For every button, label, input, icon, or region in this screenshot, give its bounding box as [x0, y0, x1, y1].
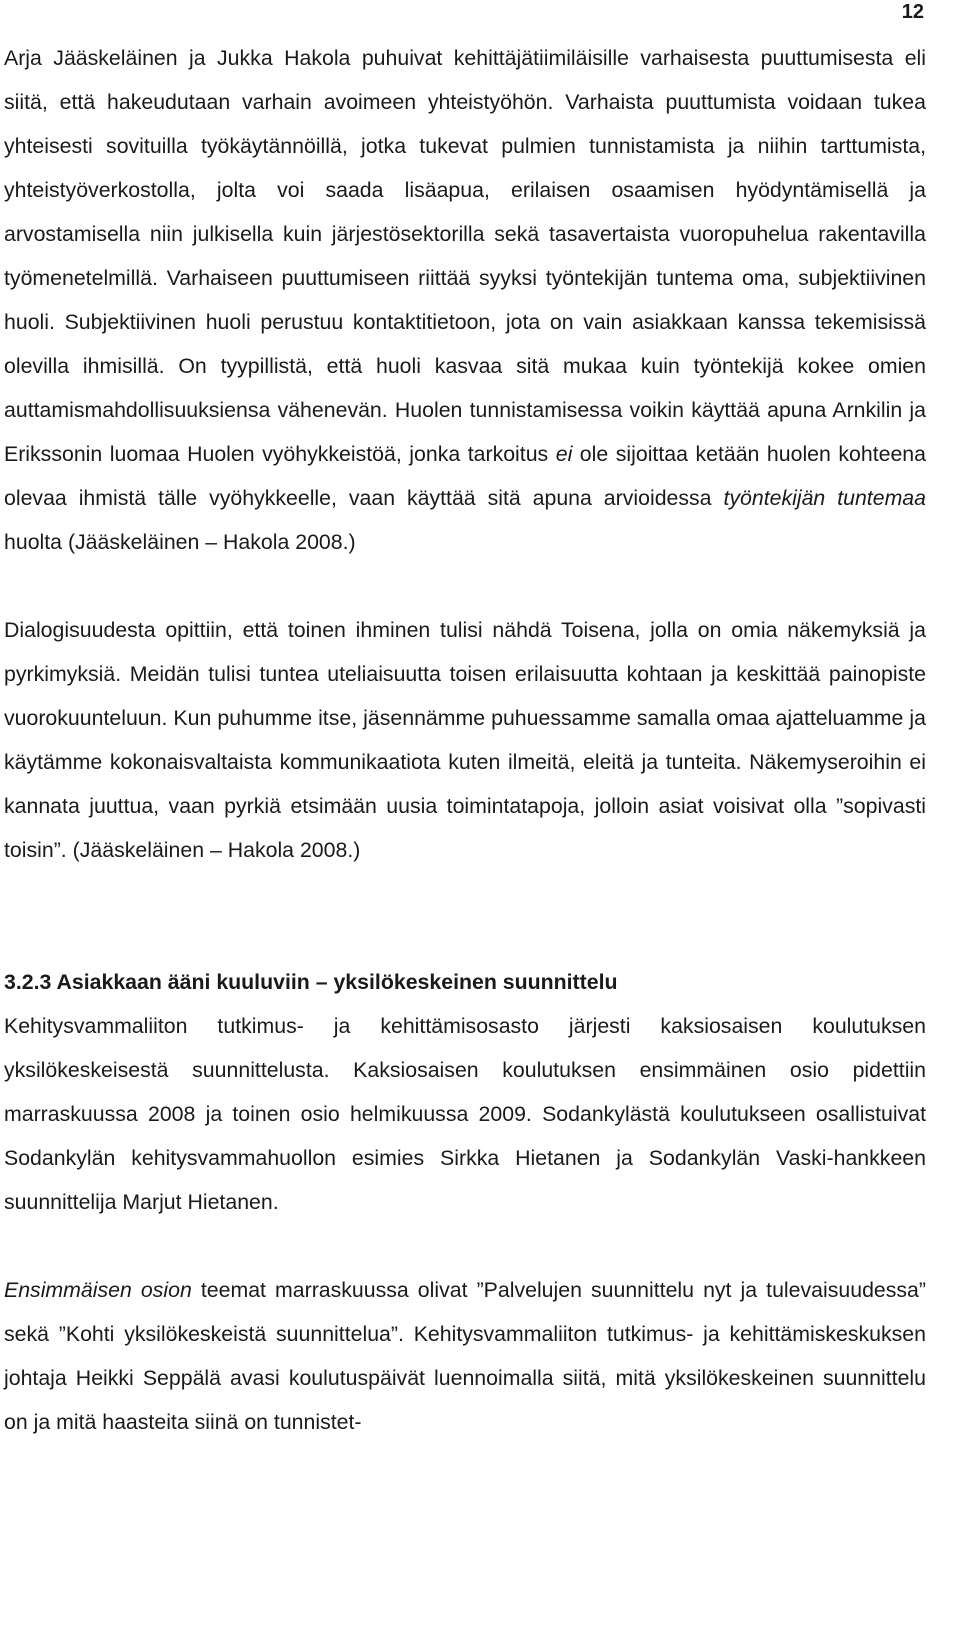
section-spacer [4, 872, 926, 960]
paragraph-first-session [4, 1268, 926, 1444]
paragraph-early-intervention [4, 36, 926, 564]
section-heading: 3.2.3 Asiakkaan ääni kuuluviin – yksilökeskeinen suunnittelu [4, 970, 618, 994]
emphasis-text: työntekijän tuntemaa [723, 486, 926, 510]
paragraph-dialogue: Dialogisuudesta opittiin, että toinen ihminen tulisi nähdä Toisena, jolla on omia näkemyksiä ja pyrkimyksiä. Meidän tulisi tuntea uteliaisuutta toisen erilaisuutta kohtaan ja keskittää painopiste vuorokuunteluun. Kun puhumme itse, jäsennämme puhuessamme samalla omaa ajatteluamme ja käytämme kokonaisvaltaista kommunikaatiota kuten ilmeitä, eleitä ja tunteita. Näkemyseroihin ei kannata juuttua, vaan pyrkiä etsimään uusia toimintatapoja, jolloin asiat voisivat olla ”sopivasti toisin”. (Jääskeläinen – Hakola 2008.) [4, 618, 926, 862]
emphasis-text: Ensimmäisen osion [4, 1278, 192, 1302]
document-body [4, 36, 926, 1444]
paragraph-spacer [4, 564, 926, 608]
paragraph-spacer [4, 1224, 926, 1268]
page-number: 12 [901, 1, 924, 23]
paragraph-text: ole sijoittaa ketään huolen kohteena olevaa ihmistä tälle vyöhykkeelle, vaan käyttää sitä apuna arvioidessa [4, 442, 927, 510]
paragraph-training: Kehitysvammaliiton tutkimus- ja kehittämisosasto järjesti kaksiosaisen koulutuksen yksilökeskeisestä suunnittelusta. Kaksiosaisen koulutuksen ensimmäinen osio pidettiin marraskuussa 2008 ja toinen osio helmikuussa 2009. Sodankylästä koulutukseen osallistuivat Sodankylän kehitysvammahuollon esimies Sirkka Hietanen ja Sodankylän Vaski-hankkeen suunnittelija Marjut Hietanen. [4, 1014, 926, 1214]
paragraph-text: teemat marraskuussa olivat ”Palvelujen suunnittelu nyt ja tulevaisuudessa” sekä ”Kohti yksilökeskeistä suunnittelua”. Kehitysvammaliiton tutkimus- ja kehittämiskeskuksen johtaja Heikki Seppälä avasi koulutuspäivät luennoimalla siitä, mitä yksilökeskeinen suunnittelu on ja mitä haasteita siinä on tunnistet- [4, 1278, 926, 1434]
emphasis-text: ei [555, 442, 573, 466]
paragraph-text: Arja Jääskeläinen ja Jukka Hakola puhuivat kehittäjätiimiläisille varhaisesta puuttumisesta eli siitä, että hakeudutaan varhain avoimeen yhteistyöhön. Varhaista puuttumista voidaan tukea yhteisesti sovituilla työkäytännöillä, jotka tukevat pulmien tunnistamista ja niihin tarttumista, yhteistyöverkostolla, jolta voi saada lisäapua, erilaisen osaamisen hyödyntämisellä ja arvostamisella niin julkisella kuin järjestösektorilla sekä tasavertaista vuoropuhelua rakentavilla työmenetelmillä. Varhaiseen puuttumiseen riittää syyksi työntekijän tuntema oma, subjektiivinen huoli. Subjektiivinen huoli perustuu kontaktitietoon, jota on vain asiakkaan kanssa tekemisissä olevilla ihmisillä. On tyypillistä, että huoli kasvaa sitä mukaa kuin työntekijä kokee omien auttamismahdollisuuksiensa vähenevän. Huolen tunnistamisessa voikin käyttää apuna Arnkilin ja Erikssonin luomaa Huolen vyöhykkeistöä, jonka tarkoitus [4, 46, 926, 466]
paragraph-text: huolta (Jääskeläinen – Hakola 2008.) [4, 530, 356, 554]
